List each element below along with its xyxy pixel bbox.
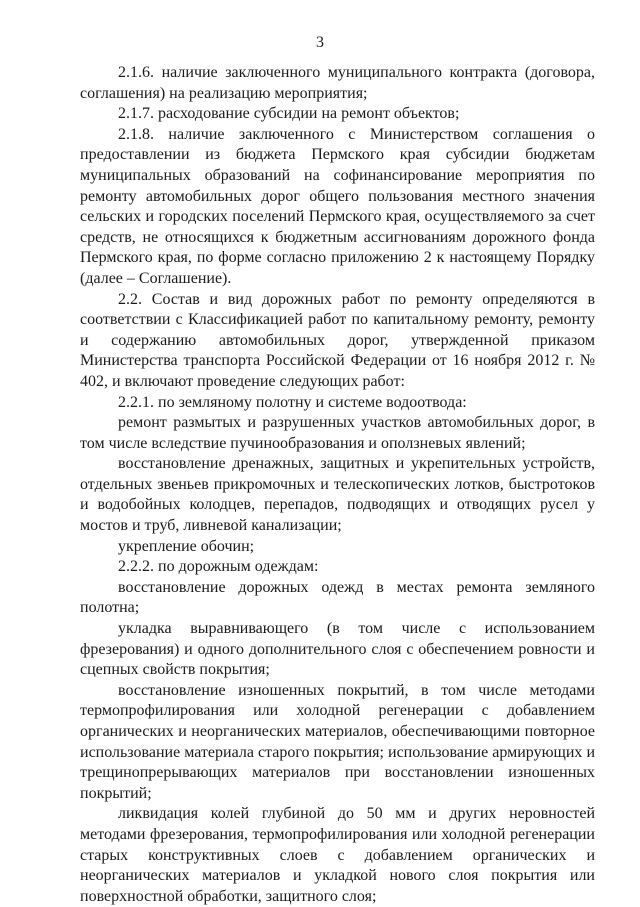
paragraph-2-2-2: 2.2.2. по дорожным одеждам: bbox=[118, 558, 319, 576]
paragraph-2-1-8: 2.1.8. наличие заключенного с Министерством соглашения о предоставлении из бюджета Пермского края субсидии бюджетам муниципальных образований на софинансирование мероприятия по ремонту автомобильных дорог общего пользования местного значения сельских и городских поселений Пермского края, осуществляемого за счет средств, не относящихся к бюджетным ассигнованиям дорожного фонда Пермского края, по форме согласно приложению 2 к настоящему Порядку (далее – Соглашение). bbox=[80, 125, 595, 287]
list-item-leveling-layer: укладка выравнивающего (в том числе с использованием фрезерования) и одного дополнительного слоя с обеспечением ровности и сцепных свойств покрытия; bbox=[80, 620, 595, 679]
paragraph-2-2: 2.2. Состав и вид дорожных работ по ремонту определяются в соответствии с Классификацией работ по капитальному ремонту, ремонту и содержанию автомобильных дорог, утвержденной приказом Министерства транспорта Российской Федерации от 16 ноября 2012 г. № 402, и включают проведение следующих работ: bbox=[80, 290, 595, 390]
paragraph-2-1-7: 2.1.7. расходование субсидии на ремонт объектов; bbox=[118, 105, 460, 123]
list-item-drainage-restoration: восстановление дренажных, защитных и укрепительных устройств, отдельных звеньев прикромочных и телескопических лотков, быстротоков и водобойных колодцев, перепадов, подводящих и отводящих русел у мостов и труб, ливневой канализации; bbox=[80, 455, 595, 535]
list-item-rut-elimination: ликвидация колей глубиной до 50 мм и других неровностей методами фрезерования, термопрофилирования или холодной регенерации старых конструктивных слоев с добавлением органических и неорганических материалов и укладкой нового слоя покрытия или поверхностной обработки, защитного слоя; bbox=[80, 805, 595, 905]
list-item-worn-coverings: восстановление изношенных покрытий, в том числе методами термопрофилирования или холодной регенерации с добавлением органических и неорганических материалов, обеспечивающими повторное использование материала старого покрытия; использование армирующих и трещинопрерывающих материалов при восстановлении изношенных покрытий; bbox=[80, 681, 595, 802]
paragraph-2-2-1: 2.2.1. по земляному полотну и системе водоотвода: bbox=[118, 393, 467, 411]
page-number: 3 bbox=[316, 34, 324, 51]
paragraph-2-1-6: 2.1.6. наличие заключенного муниципального контракта (договора, соглашения) на реализацию мероприятия; bbox=[80, 64, 595, 102]
list-item-pavement-restoration: восстановление дорожных одежд в местах ремонта земляного полотна; bbox=[80, 578, 595, 617]
document-body bbox=[80, 63, 595, 907]
list-item-road-repair: ремонт размытых и разрушенных участков автомобильных дорог, в том числе вследствие пучинообразования и оползневых явлений; bbox=[80, 414, 595, 452]
list-item-shoulder-strengthening: укрепление обочин; bbox=[118, 537, 255, 555]
